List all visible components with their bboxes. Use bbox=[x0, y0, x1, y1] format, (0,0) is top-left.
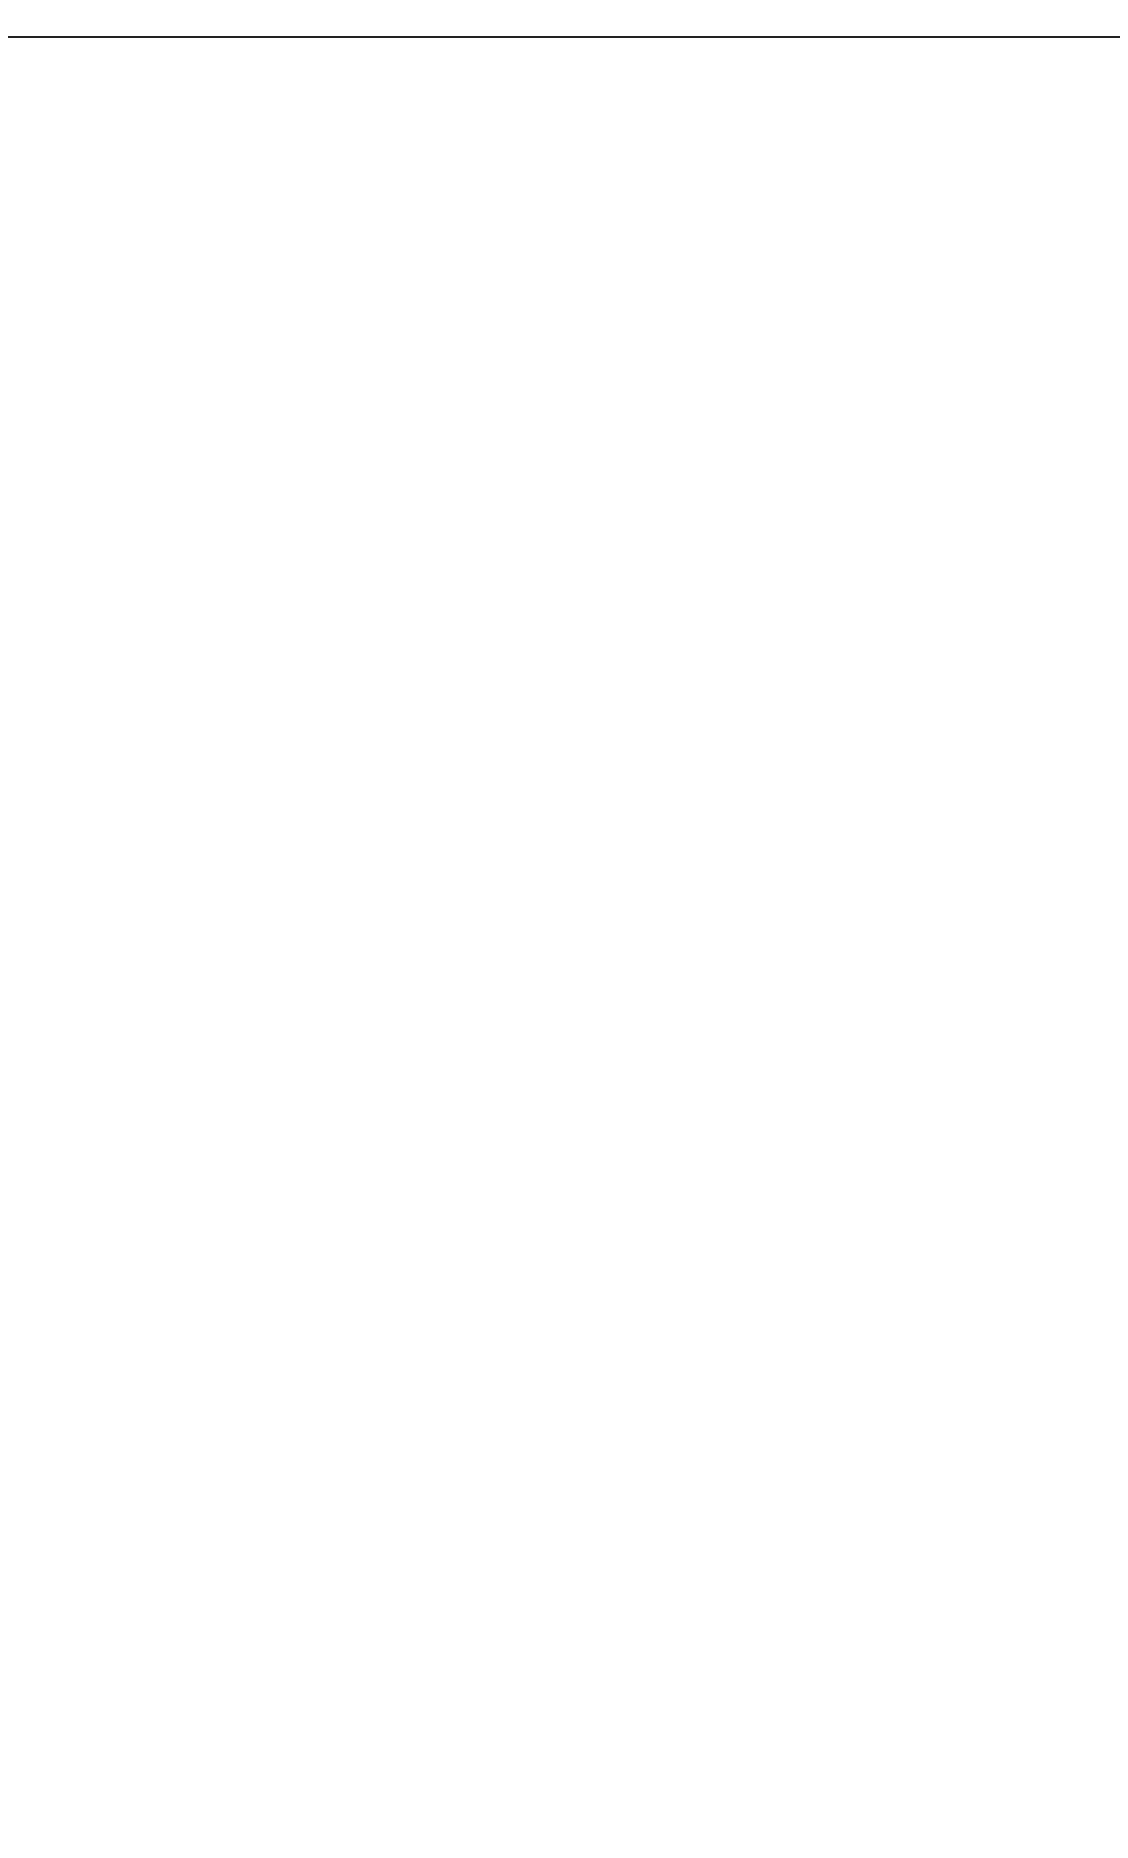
service-directory-row bbox=[8, 900, 1120, 1850]
top-classifieds-row bbox=[8, 44, 1120, 894]
masthead bbox=[8, 14, 1120, 38]
